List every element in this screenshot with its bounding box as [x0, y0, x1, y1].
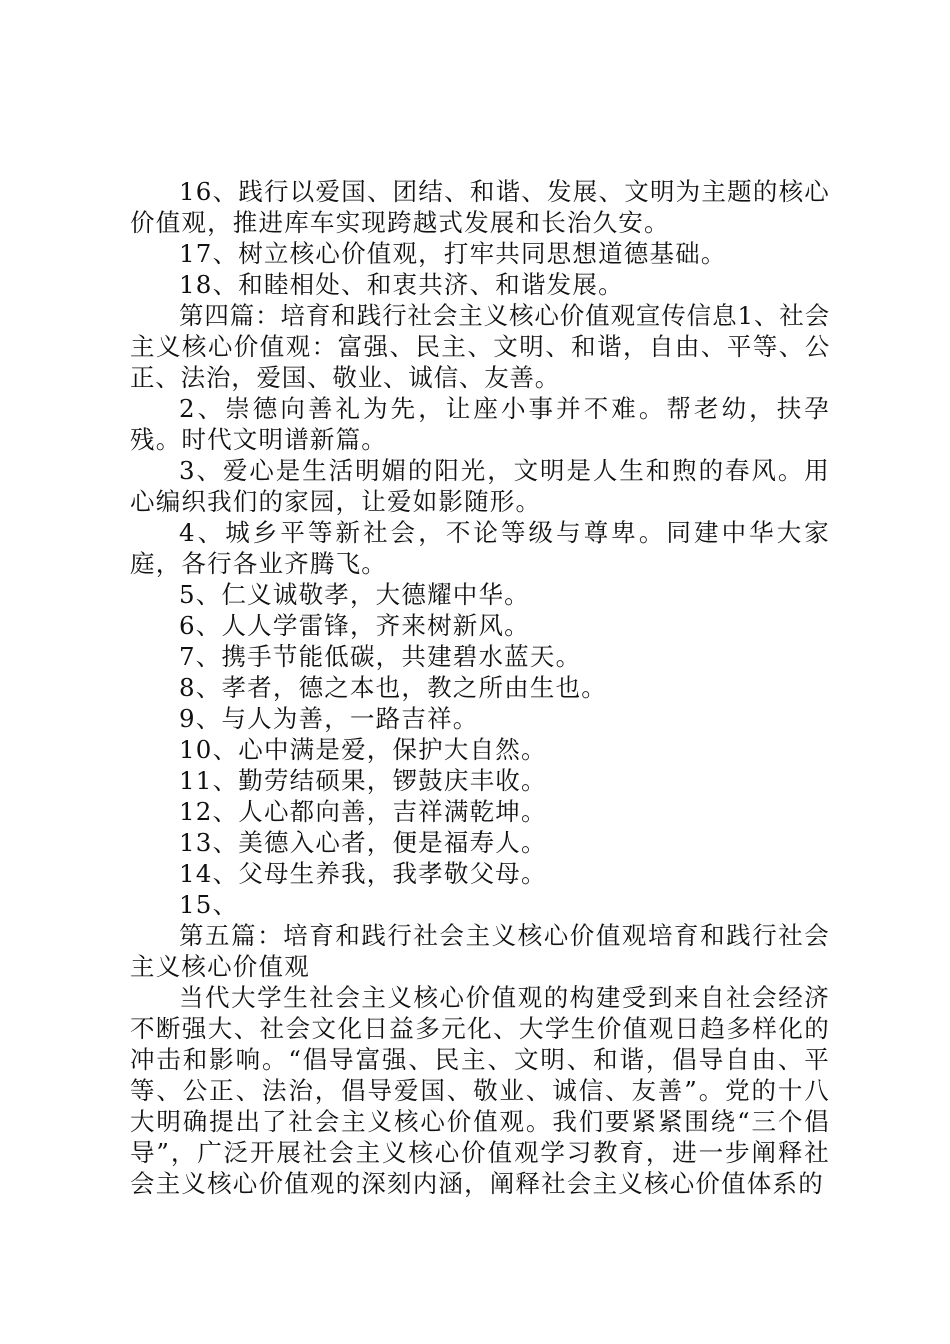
paragraph-12: 12、人心都向善，吉祥满乾坤。 — [179, 797, 547, 826]
paragraph-13: 13、美德入心者，便是福寿人。 — [179, 828, 547, 857]
chapter-four-heading: 第四篇：培育和践行社会主义核心价值观宣传信息1、社会主义核心价值观：富强、民主、文明、和谐，自由、平等、公正、法治，爱国、敬业、诚信、友善。 — [130, 301, 830, 392]
paragraph-10: 10、心中满是爱，保护大自然。 — [179, 735, 547, 764]
paragraph-15: 15、 — [179, 890, 239, 919]
paragraph-8: 8、孝者，德之本也，教之所由生也。 — [179, 673, 607, 702]
paragraph-17: 17、树立核心价值观，打牢共同思想道德基础。 — [179, 239, 727, 268]
paragraph-3: 3、爱心是生活明媚的阳光，文明是人生和煦的春风。用心编织我们的家园，让爱如影随形。 — [130, 456, 830, 516]
paragraph-11: 11、勤劳结硕果，锣鼓庆丰收。 — [179, 766, 547, 795]
paragraph-16: 16、践行以爱国、团结、和谐、发展、文明为主题的核心价值观，推进库车实现跨越式发展和长治久安。 — [130, 177, 830, 237]
paragraph-18: 18、和睦相处、和衷共济、和谐发展。 — [179, 270, 624, 299]
paragraph-2: 2、崇德向善礼为先，让座小事并不难。帮老幼，扶孕残。时代文明谱新篇。 — [130, 394, 830, 454]
paragraph-14: 14、父母生养我，我孝敬父母。 — [179, 859, 547, 888]
chapter-five-heading: 第五篇：培育和践行社会主义核心价值观培育和践行社会主义核心价值观 — [130, 921, 830, 981]
paragraph-5: 5、仁义诚敬孝，大德耀中华。 — [179, 580, 530, 609]
body-paragraph: 当代大学生社会主义核心价值观的构建受到来自社会经济不断强大、社会文化日益多元化、大学生价值观日趋多样化的冲击和影响。“倡导富强、民主、文明、和谐，倡导自由、平等、公正、法治，倡导爱国、敬业、诚信、友善”。党的十八大明确提出了社会主义核心价值观。我们要紧紧围绕“三个倡导”，广泛开展社会主义核心价值观学习教育，进一步阐释社会主义核心价值观的深刻内涵，阐释社会主义核心价值体系的 — [130, 983, 830, 1198]
paragraph-6: 6、人人学雷锋，齐来树新风。 — [179, 611, 530, 640]
paragraph-9: 9、与人为善，一路吉祥。 — [179, 704, 479, 733]
paragraph-4: 4、城乡平等新社会，不论等级与尊卑。同建中华大家庭，各行各业齐腾飞。 — [130, 518, 830, 578]
paragraph-7: 7、携手节能低碳，共建碧水蓝天。 — [179, 642, 582, 671]
document-page — [130, 176, 830, 1199]
